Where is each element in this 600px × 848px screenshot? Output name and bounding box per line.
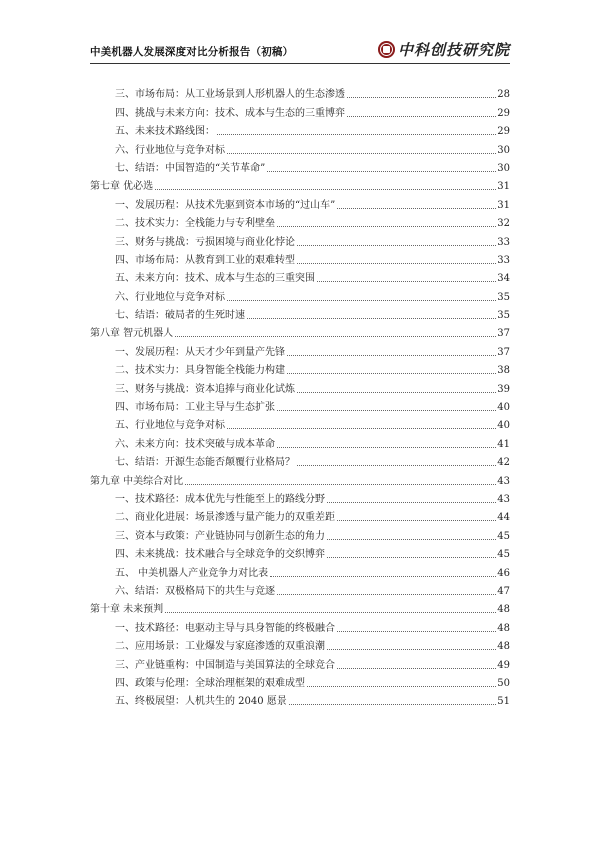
toc-entry-title: 一、发展历程：从技术先驱到资本市场的“过山车” bbox=[115, 199, 336, 211]
toc-page-number: 49 bbox=[497, 659, 510, 671]
toc-entry-title: 五、终极展望：人机共生的 2040 愿景 bbox=[115, 696, 287, 708]
toc-page-number: 29 bbox=[497, 126, 510, 138]
toc-leader-dots bbox=[175, 336, 496, 337]
toc-leader-dots bbox=[337, 208, 496, 209]
toc-entry-title: 第九章 中美综合对比 bbox=[90, 475, 184, 487]
toc-page-number: 38 bbox=[497, 365, 510, 377]
toc-entry-title: 三、财务与挑战：资本追捧与商业化试炼 bbox=[115, 383, 295, 395]
toc-section-entry[interactable] bbox=[90, 524, 510, 542]
toc-entry-title: 四、市场布局：工业主导与生态扩张 bbox=[115, 402, 275, 414]
toc-section-entry[interactable] bbox=[90, 83, 510, 101]
toc-leader-dots bbox=[155, 189, 496, 190]
toc-leader-dots bbox=[289, 704, 496, 705]
toc-leader-dots bbox=[247, 318, 496, 319]
toc-leader-dots bbox=[307, 686, 496, 687]
toc-leader-dots bbox=[317, 281, 496, 282]
toc-chapter-entry[interactable] bbox=[90, 322, 510, 340]
toc-page-number: 43 bbox=[497, 475, 510, 487]
toc-leader-dots bbox=[297, 245, 496, 246]
toc-entry-title: 五、行业地位与竞争对标 bbox=[115, 420, 225, 432]
toc-page-number: 37 bbox=[497, 328, 510, 340]
logo-text: 中科创技研究院 bbox=[397, 40, 510, 59]
toc-leader-dots bbox=[337, 520, 496, 521]
toc-entry-title: 六、行业地位与竞争对标 bbox=[115, 291, 225, 303]
toc-page-number: 37 bbox=[497, 346, 510, 358]
toc-section-entry[interactable] bbox=[90, 304, 510, 322]
toc-page-number: 33 bbox=[497, 236, 510, 248]
toc-leader-dots bbox=[347, 97, 496, 98]
toc-entry-title: 二、应用场景：工业爆发与家庭渗透的双重浪潮 bbox=[115, 641, 325, 653]
toc-leader-dots bbox=[287, 355, 496, 356]
toc-page-number: 51 bbox=[497, 696, 510, 708]
toc-section-entry[interactable] bbox=[90, 432, 510, 450]
toc-entry-title: 六、未来方向：技术突破与成本革命 bbox=[115, 438, 275, 450]
table-of-contents bbox=[90, 83, 510, 708]
toc-leader-dots bbox=[267, 171, 496, 172]
toc-page-number: 32 bbox=[497, 218, 510, 230]
toc-entry-title: 七、结语：开源生态能否颠覆行业格局？ bbox=[115, 457, 295, 469]
toc-entry-title: 六、结语：双极格局下的共生与竞逐 bbox=[115, 585, 275, 597]
toc-leader-dots bbox=[337, 631, 496, 632]
toc-leader-dots bbox=[327, 557, 496, 558]
toc-section-entry[interactable] bbox=[90, 249, 510, 267]
toc-leader-dots bbox=[327, 539, 496, 540]
toc-leader-dots bbox=[277, 226, 496, 227]
toc-page-number: 48 bbox=[497, 641, 510, 653]
toc-entry-title: 七、结语：破局者的生死时速 bbox=[115, 310, 245, 322]
toc-page-number: 28 bbox=[497, 89, 510, 101]
toc-entry-title: 二、商业化进展：场景渗透与量产能力的双重差距 bbox=[115, 512, 335, 524]
toc-entry-title: 四、市场布局：从教育到工业的艰难转型 bbox=[115, 254, 295, 266]
toc-entry-title: 一、技术路径：电驱动主导与具身智能的终极融合 bbox=[115, 622, 335, 634]
toc-entry-title: 六、行业地位与竞争对标 bbox=[115, 144, 225, 156]
toc-page-number: 29 bbox=[497, 107, 510, 119]
toc-entry-title: 二、技术实力：具身智能全栈能力构建 bbox=[115, 365, 285, 377]
toc-entry-title: 一、发展历程：从天才少年到量产先锋 bbox=[115, 346, 285, 358]
toc-leader-dots bbox=[297, 465, 496, 466]
toc-section-entry[interactable] bbox=[90, 285, 510, 303]
toc-section-entry[interactable] bbox=[90, 193, 510, 211]
header-divider bbox=[90, 63, 510, 64]
toc-leader-dots bbox=[165, 612, 496, 613]
toc-page-number: 45 bbox=[497, 530, 510, 542]
toc-section-entry[interactable] bbox=[90, 396, 510, 414]
toc-leader-dots bbox=[227, 300, 496, 301]
toc-page-number: 42 bbox=[497, 457, 510, 469]
toc-page-number: 40 bbox=[497, 402, 510, 414]
toc-page-number: 35 bbox=[497, 291, 510, 303]
toc-page-number: 31 bbox=[497, 199, 510, 211]
toc-leader-dots bbox=[270, 576, 496, 577]
toc-page-number: 41 bbox=[497, 438, 510, 450]
toc-section-entry[interactable] bbox=[90, 101, 510, 119]
toc-entry-title: 五、 中美机器人产业竞争力对比表 bbox=[115, 567, 269, 579]
toc-page-number: 30 bbox=[497, 162, 510, 174]
toc-section-entry[interactable] bbox=[90, 506, 510, 524]
toc-page-number: 48 bbox=[497, 622, 510, 634]
toc-entry-title: 三、资本与政策：产业链协同与创新生态的角力 bbox=[115, 530, 325, 542]
page-header bbox=[90, 36, 510, 62]
toc-entry-title: 四、未来挑战：技术融合与全球竞争的交织博弈 bbox=[115, 549, 325, 561]
toc-leader-dots bbox=[277, 594, 496, 595]
toc-section-entry[interactable] bbox=[90, 267, 510, 285]
toc-page-number: 46 bbox=[497, 567, 510, 579]
toc-entry-title: 第七章 优必选 bbox=[90, 181, 154, 193]
toc-page-number: 45 bbox=[497, 549, 510, 561]
toc-leader-dots bbox=[287, 373, 496, 374]
toc-entry-title: 三、市场布局：从工业场景到人形机器人的生态渗透 bbox=[115, 89, 345, 101]
toc-chapter-entry[interactable] bbox=[90, 175, 510, 193]
seal-icon bbox=[378, 41, 395, 58]
toc-section-entry[interactable] bbox=[90, 635, 510, 653]
toc-entry-title: 五、未来方向：技术、成本与生态的三重突围 bbox=[115, 273, 315, 285]
toc-page-number: 48 bbox=[497, 604, 510, 616]
toc-leader-dots bbox=[297, 392, 496, 393]
toc-page-number: 35 bbox=[497, 310, 510, 322]
toc-entry-title: 三、产业链重构：中国制造与美国算法的全球竞合 bbox=[115, 659, 335, 671]
toc-page-number: 33 bbox=[497, 254, 510, 266]
toc-entry-title: 第十章 未来预判 bbox=[90, 604, 164, 616]
toc-section-entry[interactable] bbox=[90, 414, 510, 432]
toc-chapter-entry[interactable] bbox=[90, 598, 510, 616]
toc-leader-dots bbox=[327, 649, 496, 650]
toc-section-entry[interactable] bbox=[90, 359, 510, 377]
toc-section-entry[interactable] bbox=[90, 138, 510, 156]
toc-section-entry[interactable] bbox=[90, 580, 510, 598]
toc-section-entry[interactable] bbox=[90, 561, 510, 579]
toc-section-entry[interactable] bbox=[90, 653, 510, 671]
toc-section-entry[interactable] bbox=[90, 543, 510, 561]
toc-section-entry[interactable] bbox=[90, 488, 510, 506]
toc-entry-title: 三、财务与挑战：亏损困境与商业化悖论 bbox=[115, 236, 295, 248]
toc-section-entry[interactable] bbox=[90, 120, 510, 138]
toc-section-entry[interactable] bbox=[90, 340, 510, 358]
toc-page-number: 40 bbox=[497, 420, 510, 432]
toc-leader-dots bbox=[217, 134, 496, 135]
toc-page-number: 43 bbox=[497, 493, 510, 505]
toc-leader-dots bbox=[337, 668, 496, 669]
toc-entry-title: 二、技术实力：全栈能力与专利壁垒 bbox=[115, 218, 275, 230]
toc-section-entry[interactable] bbox=[90, 157, 510, 175]
institute-logo bbox=[378, 38, 510, 60]
toc-page-number: 31 bbox=[497, 181, 510, 193]
toc-section-entry[interactable] bbox=[90, 672, 510, 690]
toc-section-entry[interactable] bbox=[90, 451, 510, 469]
toc-leader-dots bbox=[277, 447, 496, 448]
toc-chapter-entry[interactable] bbox=[90, 469, 510, 487]
document-title: 中美机器人发展深度对比分析报告（初稿） bbox=[90, 46, 294, 58]
toc-page-number: 30 bbox=[497, 144, 510, 156]
toc-entry-title: 一、技术路径：成本优先与性能至上的路线分野 bbox=[115, 493, 325, 505]
toc-section-entry[interactable] bbox=[90, 212, 510, 230]
toc-section-entry[interactable] bbox=[90, 616, 510, 634]
toc-page-number: 39 bbox=[497, 383, 510, 395]
toc-leader-dots bbox=[227, 428, 496, 429]
toc-entry-title: 第八章 智元机器人 bbox=[90, 328, 174, 340]
toc-section-entry[interactable] bbox=[90, 690, 510, 708]
toc-leader-dots bbox=[227, 153, 496, 154]
toc-entry-title: 七、结语：中国智造的“关节革命” bbox=[115, 162, 266, 174]
toc-leader-dots bbox=[347, 116, 496, 117]
toc-page-number: 44 bbox=[497, 512, 510, 524]
toc-leader-dots bbox=[327, 502, 496, 503]
toc-page-number: 34 bbox=[497, 273, 510, 285]
toc-entry-title: 四、政策与伦理：全球治理框架的艰难成型 bbox=[115, 677, 305, 689]
toc-entry-title: 四、挑战与未来方向：技术、成本与生态的三重博弈 bbox=[115, 107, 345, 119]
toc-leader-dots bbox=[297, 263, 496, 264]
toc-section-entry[interactable] bbox=[90, 377, 510, 395]
toc-section-entry[interactable] bbox=[90, 230, 510, 248]
toc-page-number: 50 bbox=[497, 677, 510, 689]
toc-leader-dots bbox=[277, 410, 496, 411]
toc-leader-dots bbox=[185, 484, 496, 485]
toc-page-number: 47 bbox=[497, 585, 510, 597]
toc-entry-title: 五、未来技术路线图： bbox=[115, 126, 215, 138]
